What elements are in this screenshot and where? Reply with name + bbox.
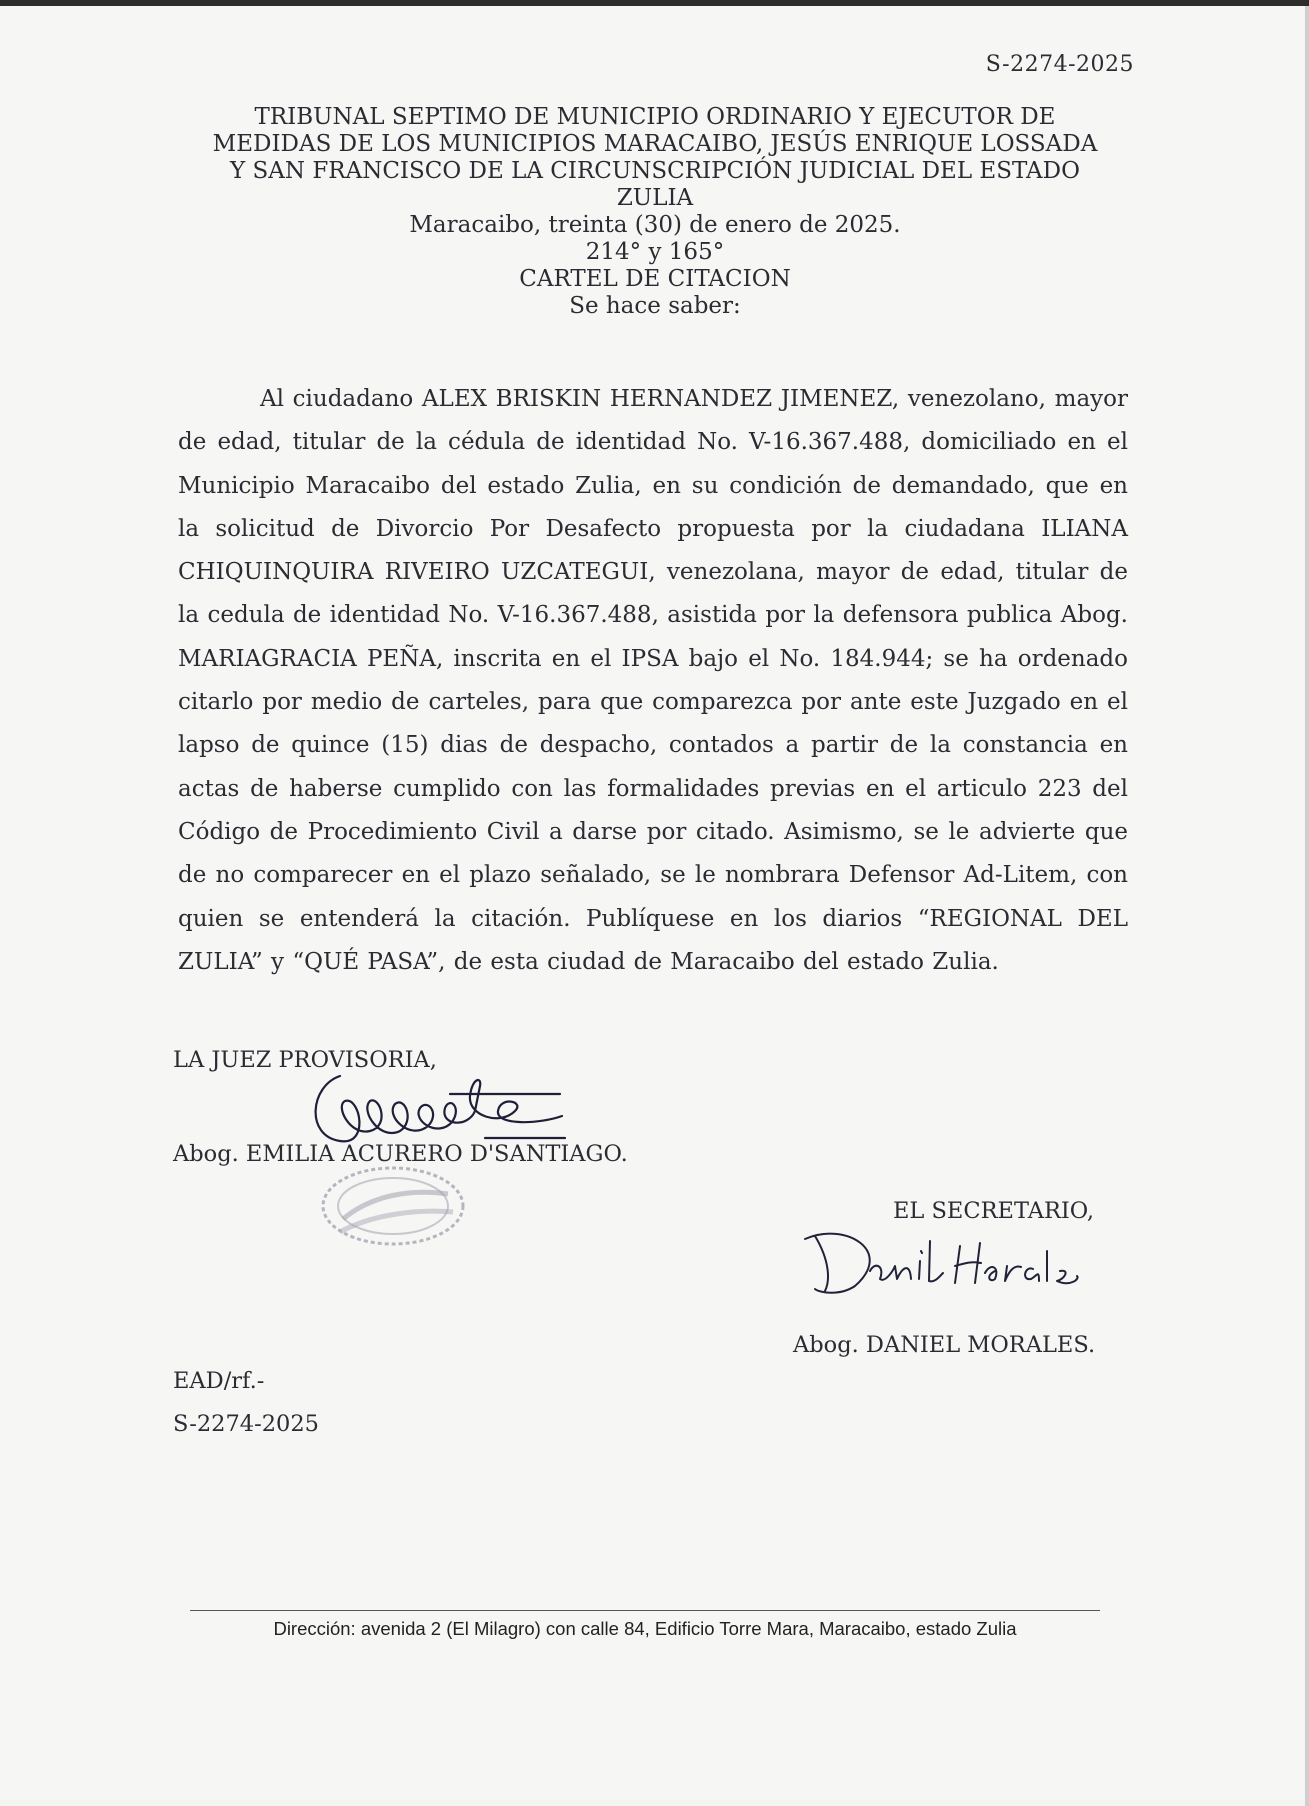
document-title: CARTEL DE CITACION [519,266,791,292]
header-line-4: ZULIA [616,185,694,211]
case-number-top: S-2274-2025 [985,52,1134,77]
secretary-name: Abog. DANIEL MORALES. [793,1332,1096,1358]
header-date: Maracaibo, treinta (30) de enero de 2025. [409,212,901,238]
header-line-2: MEDIDAS DE LOS MUNICIPIOS MARACAIBO, JESÚS ENRIQUE LOSSADA [212,131,1098,157]
judge-name: Abog. EMILIA ACURERO D'SANTIAGO. [173,1141,628,1167]
footer-address: Dirección: avenida 2 (El Milagro) con calle 84, Edificio Torre Mara, Maracaibo, estado Zulia [273,1618,1017,1639]
court-seal-stamp [318,1164,468,1249]
secretary-role: EL SECRETARIO, [893,1198,1095,1224]
header-line-1: TRIBUNAL SEPTIMO DE MUNICIPIO ORDINARIO Y EJECUTOR DE [254,104,1056,130]
header-years: 214° y 165° [585,239,725,265]
initials: EAD/rf.- [173,1368,265,1394]
secretary-signature [785,1221,1085,1301]
document-subtitle: Se hace saber: [569,293,741,319]
case-number-bottom: S-2274-2025 [173,1411,319,1437]
document-header [170,104,1140,320]
citation-body: Al ciudadano ALEX BRISKIN HERNANDEZ JIMENEZ, venezolano, mayor de edad, titular de la cédula de identidad No. V-16.367.488, domiciliado en el Municipio Maracaibo del estado Zulia, en su condición de demandado, que en la solicitud de Divorcio Por Desafecto propuesta por la ciudadana ILIANA CHIQUINQUIRA RIVEIRO UZCATEGUI, venezolana, mayor de edad, titular de la cedula de identidad No. V-16.367.488, asistida por la defensora publica Abog. MARIAGRACIA PEÑA, inscrita en el IPSA bajo el No. 184.944; se ha ordenado citarlo por medio de carteles, para que comparezca por ante este Juzgado en el lapso de quince (15) dias de despacho, contados a partir de la constancia en actas de haberse cumplido con las formalidades previas en el articulo 223 del Código de Procedimiento Civil a darse por citado. Asimismo, se le advierte que de no comparecer en el plazo señalado, se le nombrara Defensor Ad-Litem, con quien se entenderá la citación. Publíquese en los diarios “REGIONAL DEL ZULIA” y “QUÉ PASA”, de esta ciudad de Maracaibo del estado Zulia. [178,386,1128,975]
footer-divider [190,1610,1100,1611]
header-line-3: Y SAN FRANCISCO DE LA CIRCUNSCRIPCIÓN JUDICIAL DEL ESTADO [230,158,1080,184]
judge-role: LA JUEZ PROVISORIA, [173,1047,437,1073]
page-edge [1305,6,1309,1806]
